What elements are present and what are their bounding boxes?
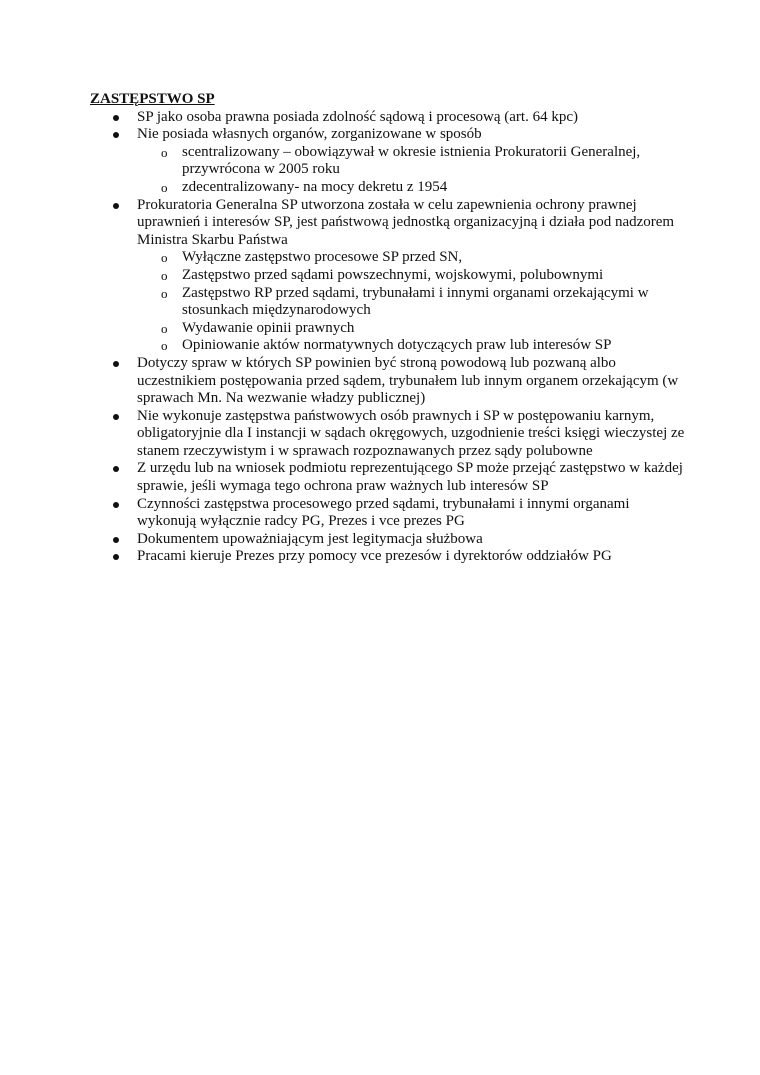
bullet-icon [113, 502, 119, 508]
sub-item-text: Wydawanie opinii prawnych [182, 319, 355, 336]
document-content [90, 91, 690, 566]
bullet-text: Dokumentem upoważniającym jest legitymacja służbowa [137, 530, 483, 547]
sub-item [137, 179, 690, 197]
bullet-item [90, 355, 690, 408]
bullet-item [90, 548, 690, 566]
bullet-icon [113, 414, 119, 420]
circle-bullet-icon: o [161, 144, 168, 160]
sub-list [137, 249, 690, 355]
bullet-item [90, 126, 690, 196]
circle-bullet-icon: o [161, 267, 168, 283]
bullet-icon [113, 554, 119, 560]
sub-item [137, 320, 690, 338]
circle-bullet-icon: o [161, 338, 168, 354]
bullet-icon [113, 361, 119, 367]
sub-item-text: Opiniowanie aktów normatywnych dotyczących praw lub interesów SP [182, 337, 612, 354]
bullet-icon [113, 466, 119, 472]
bullet-text: Nie wykonuje zastępstwa państwowych osób prawnych i SP w postępowaniu karnym, obligatoryjnie dla I instancji w sądach okręgowych, uzgodnienie treści księgi wieczystej ze stanem rzeczywistym i w sprawach rozpoznawanych przez sądy polubowne [137, 407, 685, 459]
bullet-item [90, 197, 690, 355]
bullet-text: Dotyczy spraw w których SP powinien być stroną powodową lub pozwaną albo uczestnikiem postępowania przed sądem, trybunałem lub innym organem orzekającym (w sprawach Mn. Na wezwanie władzy publicznej) [137, 354, 679, 407]
sub-item [137, 144, 690, 179]
bullet-icon [113, 537, 119, 543]
sub-list [137, 144, 690, 197]
circle-bullet-icon: o [161, 285, 168, 301]
sub-item [137, 337, 690, 355]
bullet-icon [113, 132, 119, 138]
bullet-text: Prokuratoria Generalna SP utworzona została w celu zapewnienia ochrony prawnej uprawnień i interesów SP, jest państwową jednostką organizacyjną i działa pod nadzorem Ministra Skarbu Państwa [137, 196, 675, 248]
bullet-text: Z urzędu lub na wniosek podmiotu reprezentującego SP może przejąć zastępstwo w każdej sprawie, jeśli wymaga tego ochrona praw ważnych lub interesów SP [137, 460, 683, 495]
sub-item [137, 249, 690, 267]
bullet-text: Nie posiada własnych organów, zorganizowane w sposób [137, 126, 482, 143]
bullet-item [90, 109, 690, 127]
bullet-item [90, 408, 690, 461]
bullet-item [90, 496, 690, 531]
bullet-item [90, 531, 690, 549]
bullet-icon [113, 203, 119, 209]
bullet-icon [113, 115, 119, 121]
sub-item-text: scentralizowany – obowiązywał w okresie istnienia Prokuratorii Generalnej, przywrócona w 2005 roku [182, 143, 641, 178]
bullet-list [90, 109, 690, 566]
sub-item-text: Zastępstwo przed sądami powszechnymi, wojskowymi, polubownymi [182, 266, 604, 283]
bullet-text: Czynności zastępstwa procesowego przed sądami, trybunałami i innymi organami wykonują wyłącznie radcy PG, Prezes i vce prezes PG [137, 495, 630, 530]
sub-item-text: zdecentralizowany- na mocy dekretu z 1954 [182, 178, 448, 195]
bullet-text: SP jako osoba prawna posiada zdolność sądową i procesową (art. 64 kpc) [137, 108, 578, 125]
bullet-item [90, 460, 690, 495]
sub-item [137, 285, 690, 320]
bullet-text: Pracami kieruje Prezes przy pomocy vce prezesów i dyrektorów oddziałów PG [137, 548, 612, 565]
circle-bullet-icon: o [161, 179, 168, 195]
circle-bullet-icon: o [161, 320, 168, 336]
document-title: ZASTĘPSTWO SP [90, 91, 215, 107]
sub-item [137, 267, 690, 285]
sub-item-text: Wyłączne zastępstwo procesowe SP przed SN, [182, 249, 463, 266]
sub-item-text: Zastępstwo RP przed sądami, trybunałami i innymi organami orzekającymi w stosunkach międzynarodowych [182, 284, 649, 319]
circle-bullet-icon: o [161, 250, 168, 266]
